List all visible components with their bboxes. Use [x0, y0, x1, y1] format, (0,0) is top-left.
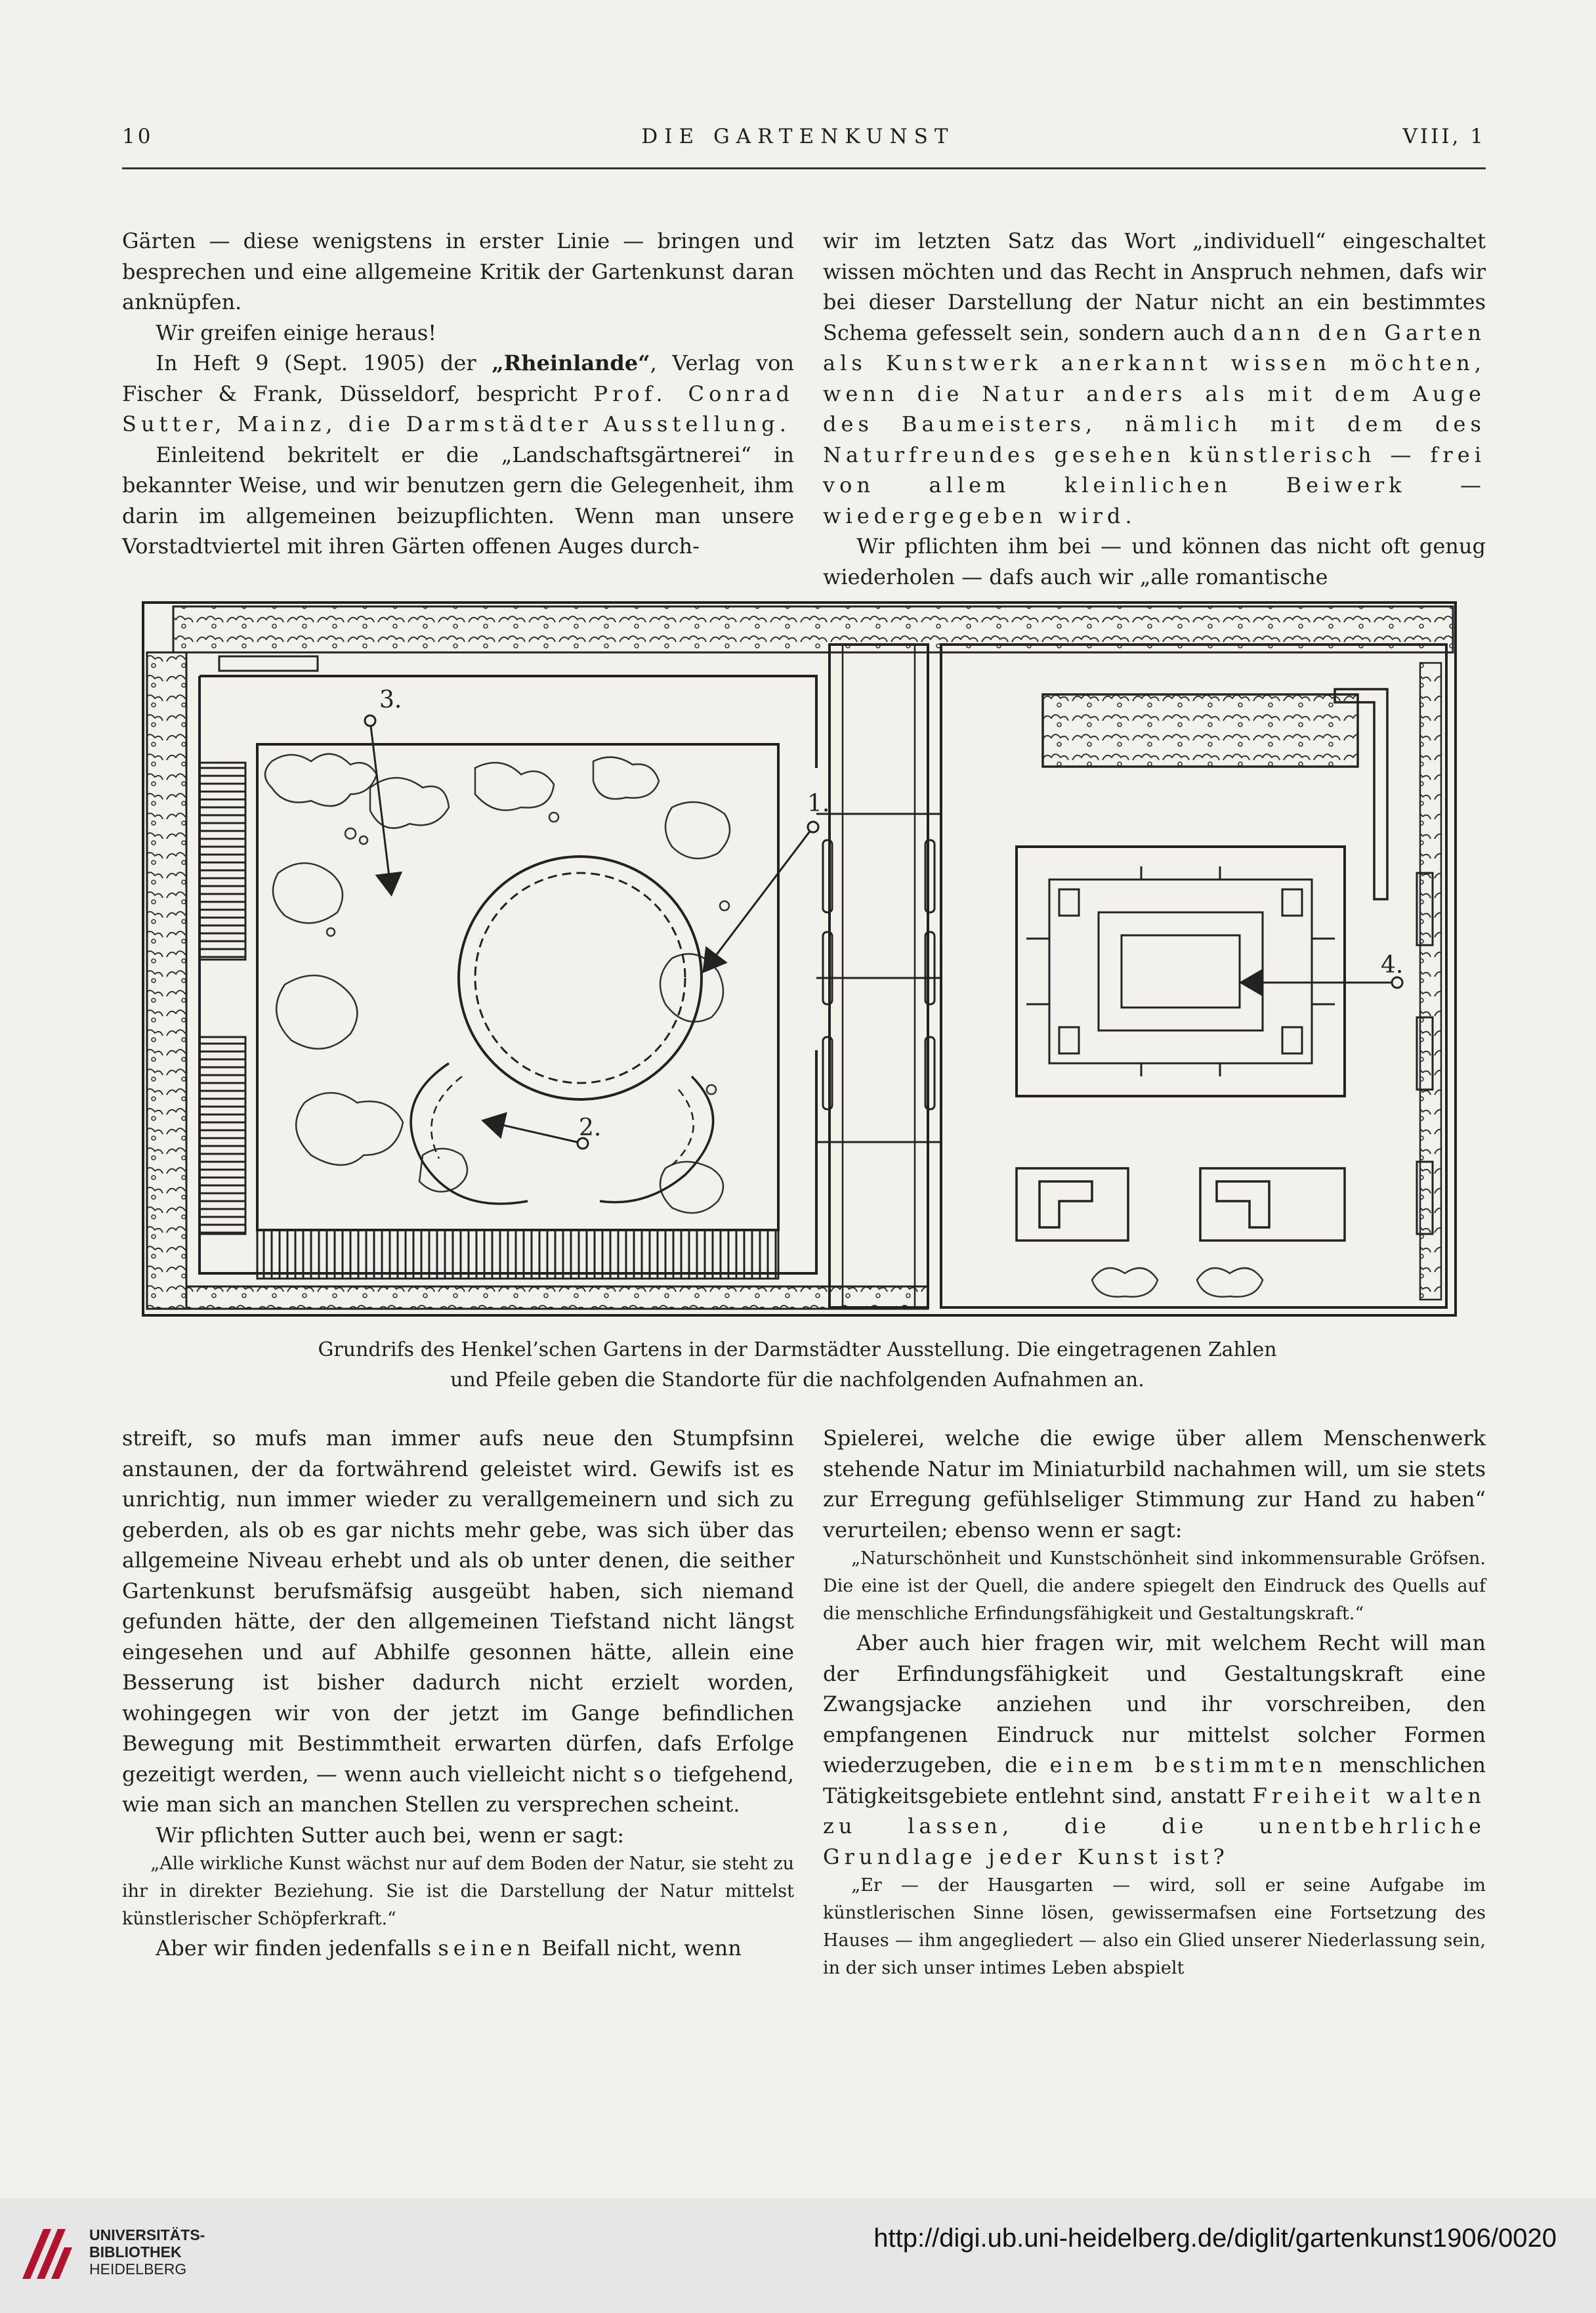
text-run: Aber wir finden jedenfalls — [156, 1936, 438, 1961]
text-run: , Verlag von Fischer & Frank, Düsseldorf, bespricht — [122, 350, 795, 406]
text-run: Aber auch hier fragen wir, mit welchem Recht will man der Erfindungsfähigkeit und Gestaltungskraft eine Zwangsjacke anziehen und ihr vorschreiben, den empfangenen Eindruck nur mittelst solcher Formen wiederzugeben, die — [823, 1630, 1486, 1777]
bottom-hedge — [186, 1286, 928, 1309]
library-name-line: BIBLIOTHEK — [89, 2243, 182, 2260]
text-run: wir im letzten Satz das Wort „individuell“ eingeschaltet wissen möchten und das Recht in Anspruch nehmen, dafs wir bei dieser Darstellung der Natur nicht an ein bestimmtes Schema gefesselt sein, sondern auch — [823, 228, 1486, 345]
library-name — [89, 2226, 205, 2278]
curved-walk — [411, 1063, 713, 1204]
column-1 — [122, 226, 794, 562]
paragraph: Gärten — diese wenigstens in erster Linie — bringen und besprechen und eine allgemeine Kritik der Gartenkunst daran anknüpfen. — [122, 228, 794, 314]
column-2 — [823, 226, 1486, 592]
header-rule — [122, 167, 1486, 169]
spaced-text: Freiheit walten zu lassen, die die unentbehrliche Grundlage jeder Kunst ist? — [823, 1783, 1486, 1869]
paragraph: Wir pflichten ihm bei — und können das nicht oft genug wiederholen — dafs auch wir „alle romantische — [823, 534, 1486, 589]
steps-upper — [200, 763, 245, 960]
block-quote: „Naturschönheit und Kunstschönheit sind inkommensurable Gröfsen. Die eine ist der Quell, die andere spiegelt den Eindruck des Quells auf die menschliche Erfindungsfähigkeit und Gestaltungskraft.“ — [823, 1548, 1486, 1624]
paragraph — [122, 1933, 794, 1964]
paragraph: Wir pflichten Sutter auch bei, wenn er sagt: — [156, 1822, 625, 1848]
viewpoint-arrows — [370, 721, 1397, 1143]
viewpoint-4-marker — [1392, 977, 1402, 988]
walk-benches — [823, 840, 934, 1109]
caption-line: und Pfeile geben die Standorte für die nachfolgenden Aufnahmen an. — [450, 1369, 1144, 1391]
library-name-line: UNIVERSITÄTS- — [89, 2226, 205, 2243]
right-edge-strip — [1420, 663, 1441, 1300]
source-url-link[interactable]: http://digi.ub.uni-heidelberg.de/diglit/gartenkunst1906/0020 — [873, 2224, 1557, 2253]
left-hedge — [147, 652, 186, 1309]
footer-bar — [0, 2199, 1596, 2313]
text-run: In Heft 9 (Sept. 1905) der — [156, 350, 492, 375]
paragraph: Einleitend bekritelt er die „Landschaftsgärtnerei“ in bekannter Weise, und wir benutzen gern die Gelegenheit, ihm darin im allgemeinen beizupflichten. Wenn man unsere Vorstadtviertel mit ihren Gärten offenen Auges durch- — [122, 442, 794, 559]
central-walk — [830, 645, 928, 1307]
paragraph — [823, 226, 1486, 531]
text-run: Beifall nicht, wenn — [535, 1936, 742, 1961]
spaced-text: so — [633, 1761, 666, 1787]
viewpoint-label-4: 4. — [1381, 952, 1404, 979]
lower-beds — [1017, 1168, 1345, 1241]
spaced-text: Prof. Conrad Sutter, Mainz, die Darmstädter Ausstellung. — [122, 381, 795, 436]
text-run: tiefgehend, wie man sich an manchen Stellen zu versprechen scheint. — [122, 1761, 795, 1817]
library-name-line: HEIDELBERG — [89, 2260, 187, 2278]
spaced-text: dann den Garten als Kunstwerk anerkannt wissen möchten, wenn die Natur anders als mit dem Auge des Baumeisters, nämlich mit dem des Naturfreundes gesehen künstlerisch — frei von allem kleinlichen Beiwerk — wiedergegeben wird. — [823, 320, 1486, 528]
circular-path — [459, 857, 702, 1099]
garden-plan-figure — [134, 591, 1462, 1319]
journal-name: „Rheinlande“ — [492, 350, 650, 375]
column-3 — [122, 1423, 794, 1964]
steps-lower — [200, 1037, 245, 1234]
long-bed — [1043, 694, 1358, 767]
paragraph — [122, 1423, 794, 1820]
figure-caption — [171, 1335, 1424, 1395]
block-quote: „Er — der Hausgarten — wird, soll er seine Aufgabe im künstlerischen Sinne lösen, gewissermafsen eine Fortsetzung des Hauses — ihm angegliedert — also ein Glied unserer Niederlassung sein, in der sich unser intimes Leben abspielt — [823, 1875, 1486, 1978]
viewpoint-label-2: 2. — [579, 1114, 602, 1141]
viewpoint-3-marker — [365, 715, 375, 726]
text-run: menschlichen Tätigkeitsgebiete entlehnt sind, anstatt — [823, 1752, 1486, 1808]
parterre-pattern — [1026, 866, 1335, 1076]
top-left-bench — [219, 656, 318, 671]
viewpoint-label-3: 3. — [379, 687, 402, 713]
paragraph — [823, 1628, 1486, 1872]
paragraph — [122, 348, 794, 440]
block-quote: „Alle wirkliche Kunst wächst nur auf dem Boden der Natur, sie steht zu ihr in direkter Beziehung. Sie ist die Darstellung der Natur mittelst künstlerischer Schöpferkraft.“ — [122, 1854, 794, 1929]
running-title: DIE GARTENKUNST — [641, 125, 955, 148]
library-logo-icon — [17, 2224, 77, 2284]
paragraph: Spielerei, welche die ewige über allem Menschenwerk stehende Natur im Miniaturbild nachahmen will, um sie stets zur Erregung gefühlseliger Stimmung zur Hand zu haben“ verurteilen; ebenso wenn er sagt: — [823, 1426, 1486, 1542]
viewpoint-1-marker — [808, 822, 818, 832]
viewpoint-label-1: 1. — [807, 790, 830, 817]
text-run: streift, so mufs man immer aufs neue den Stumpfsinn anstaunen, der da fortwährend geleistet wird. Gewifs ist es unrichtig, nun immer wieder zu verallgemeinern und sich zu geberden, als ob es gar nichts mehr gebe, was sich über das allgemeine Niveau erhebt und als ob unter denen, die seither Gartenkunst berufsmäfsig ausgeübt haben, sich niemand gefunden hätte, der den allgemeinen Tiefstand nicht längst eingesehen und auf Abhilfe gesonnen hätte, allein eine Besserung ist bisher dadurch nicht erzielt worden, wohingegen wir von der jetzt im Gange befindlichen Bewegung mit Bestimmtheit erwarten dürfen, dafs Erfolge gezeitigt werden, — wenn auch vielleicht nicht — [122, 1426, 794, 1787]
volume-issue: VIII, 1 — [1402, 125, 1486, 148]
spaced-text: einem bestimmten — [1049, 1752, 1327, 1777]
bottom-shrubs — [1092, 1268, 1263, 1297]
column-4 — [823, 1423, 1486, 1982]
caption-line: Grundrifs des Henkel’schen Gartens in der Darmstädter Ausstellung. Die eingetragenen Zahlen — [318, 1338, 1277, 1361]
parterre-outer — [1017, 847, 1345, 1096]
pergola — [257, 1230, 778, 1279]
trees-cluster — [265, 754, 730, 1213]
spaced-text: seinen — [438, 1936, 536, 1961]
paragraph: Wir greifen einige heraus! — [156, 320, 437, 345]
page-number: 10 — [122, 125, 154, 148]
